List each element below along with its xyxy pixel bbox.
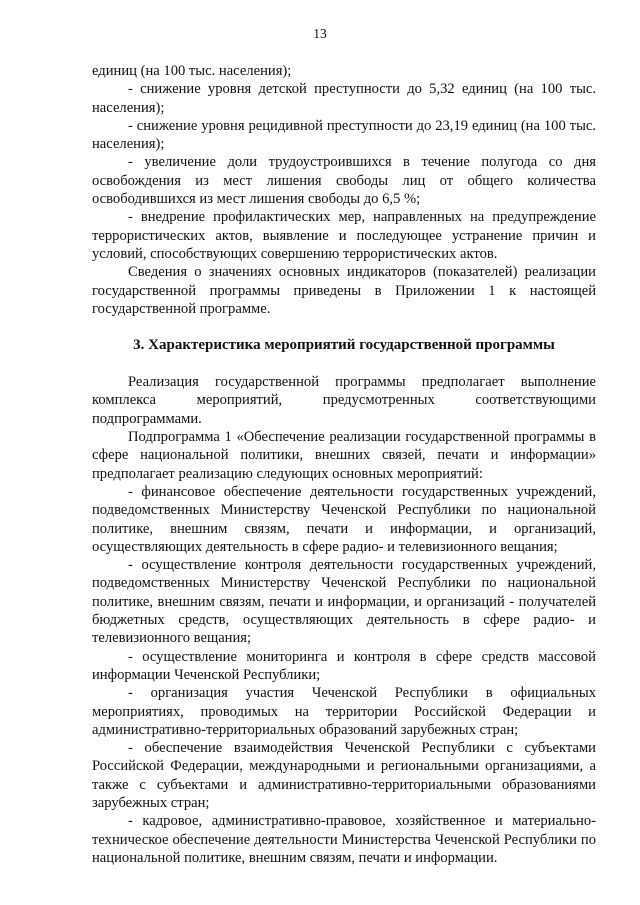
paragraphs-before-heading: [92, 62, 596, 318]
paragraph: - осуществление мониторинга и контроля в сфере средств массовой информации Чеченской Республики;: [92, 648, 596, 683]
paragraph: Сведения о значениях основных индикаторов (показателей) реализации государственной программы приведены в Приложении 1 к настоящей государственной программе.: [92, 264, 596, 317]
page-number: 13: [313, 26, 327, 41]
paragraph: - обеспечение взаимодействия Чеченской Республики с субъектами Российской Федерации, международными и региональными организациями, а также с субъектами и административно-территориальными образованиями зарубежных стран;: [92, 740, 596, 811]
paragraph: - кадровое, административно-правовое, хозяйственное и материально-техническое обеспечение деятельности Министерства Чеченской Республики по национальной политике, внешним связям, печати и информации.: [92, 813, 596, 866]
paragraph: - снижение уровня детской преступности до 5,32 единиц (на 100 тыс. населения);: [92, 81, 596, 116]
paragraph: единиц (на 100 тыс. населения);: [92, 63, 292, 79]
paragraph: Подпрограмма 1 «Обеспечение реализации государственной программы в сфере национальной политики, внешних связей, печати и информации» предполагает реализацию следующих основных мероприятий:: [92, 429, 596, 482]
section-heading: 3. Характеристика мероприятий государственной программы: [133, 337, 555, 354]
paragraph: Реализация государственной программы предполагает выполнение комплекса мероприятий, предусмотренных соответствующими подпрограммами.: [92, 374, 596, 427]
paragraph: - увеличение доли трудоустроившихся в течение полугода со дня освобождения из мест лишения свободы лиц от общего количества освободившихся из мест лишения свободы до 6,5 %;: [92, 154, 596, 208]
paragraph: - снижение уровня рецидивной преступности до 23,19 единиц (на 100 тыс. населения);: [92, 117, 596, 153]
paragraphs-after-heading: [92, 373, 596, 867]
document-body: [92, 62, 596, 867]
paragraph: - внедрение профилактических мер, направленных на предупреждение террористических актов, выявление и последующее устранение причин и условий, способствующих совершению террористических актов.: [92, 209, 596, 262]
paragraph: - финансовое обеспечение деятельности государственных учреждений, подведомственных Министерству Чеченской Республики по национальной политике, внешним связям, печати и информации, и организаций, осуществляющих деятельность в сфере радио- и телевизионного вещания;: [92, 483, 596, 555]
paragraph: - организация участия Чеченской Республики в официальных мероприятиях, проводимых на территории Российской Федерации и административно-территориальных образований зарубежных стран;: [92, 685, 596, 738]
paragraph: - осуществление контроля деятельности государственных учреждений, подведомственных Министерству Чеченской Республики по национальной политике, внешним связям, печати и информации, и организаций - получателей бюджетных средств, осуществляющих деятельность в сфере радио- и телевизионного вещания;: [92, 557, 596, 647]
